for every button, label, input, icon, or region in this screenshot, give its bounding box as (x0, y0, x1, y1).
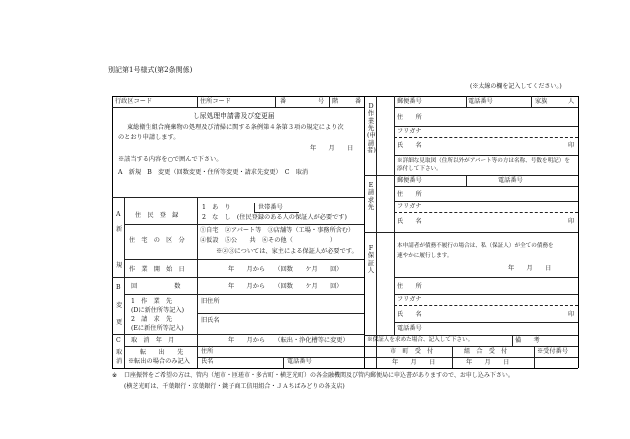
start-date-value: 年 月から （回数 ケ月 回） (228, 266, 343, 273)
e-name: 氏 名 (397, 218, 422, 225)
application-type-options: A 新規 B 変更（回数変更・住所等変更・請求先変更） C 取消 (118, 169, 309, 176)
divider (364, 346, 578, 347)
side-label-c: C (116, 337, 121, 344)
divider (394, 155, 578, 156)
room-label: 番 (355, 98, 362, 105)
e-phone: 電話番号 (498, 177, 523, 184)
d-people: 人 (568, 98, 575, 105)
divider (466, 96, 467, 107)
application-title: し尿処理申請書及び変更届 (193, 112, 275, 120)
divider (197, 313, 364, 314)
divider (275, 96, 276, 107)
move-sub: ※転出の場合のみ記入 (128, 358, 190, 365)
d-family: 家族 (535, 98, 548, 105)
housing-label: 住 宅 の 区 分 (129, 237, 185, 244)
divider (466, 175, 467, 186)
footer-mark: ※ (112, 372, 118, 379)
cancel-label: 取 消 年 月 (131, 337, 175, 344)
divider (254, 203, 255, 212)
form-number: 別記第1号様式(第2条関係) (108, 66, 193, 74)
e-address: 住 所 (397, 191, 422, 198)
union-receipt-date: 年 月 日 (466, 359, 510, 366)
go-label: 号 (318, 98, 325, 105)
footer-line-1: 口座振替をご希望の方は、管内（旭市・匝瑳市・多古町・横芝光町）の各金融機関及び管内郵便局に申込書がありますので、お申し込み下さい。 (124, 372, 514, 379)
divider (394, 294, 578, 295)
side-label-update: 更 (116, 319, 123, 326)
code-row-line (112, 107, 364, 108)
divider (394, 107, 578, 108)
frame-bottom (112, 368, 578, 369)
divider (254, 212, 299, 213)
divider (283, 357, 284, 368)
divider (124, 224, 364, 225)
divider (364, 335, 578, 336)
resident-opt2: 2 な し (住民登録のある人の保証人が必要です) (202, 214, 347, 221)
frame-top (112, 96, 578, 97)
divider (394, 137, 578, 138)
divider (197, 96, 198, 107)
divider (112, 197, 364, 198)
ban-label: 番 (280, 98, 287, 105)
divider (124, 346, 364, 347)
divider (531, 96, 532, 107)
side-label-dis: 消 (116, 358, 123, 365)
divider (394, 126, 578, 127)
d-furigana: フリガナ (397, 128, 422, 135)
footer-line-2: (横芝光町は、千葉銀行・京葉銀行・銚子商工信用組合・ＪＡちばみどりの各支店) (124, 383, 345, 390)
f-address: 住 所 (397, 283, 422, 290)
count-value: 年 月から （回数 ケ月 回） (228, 283, 343, 290)
frame-right (578, 96, 579, 368)
city-receipt: 市 町 受 付 (390, 348, 434, 355)
section-d-label: D作業先(申請者) (367, 102, 376, 155)
side-label-cancel: 取 (116, 349, 123, 356)
move-phone: 電話番号 (287, 358, 312, 365)
side-label-b: B (116, 284, 121, 291)
work-place-label: 1 作 業 先 (131, 298, 173, 305)
housing-opts-1: ①自宅 ②アパート等 ③店舗等（工場・事務所含む） (200, 227, 355, 234)
side-label-reg: 規 (116, 262, 123, 269)
divider (394, 305, 578, 306)
d-seal: 印 (568, 142, 575, 149)
receipt-number: ※受付番号 (537, 348, 568, 355)
section-e-label: E請求先 (367, 181, 375, 212)
city-receipt-date: 年 月 日 (392, 359, 436, 366)
d-phone: 電話番号 (468, 98, 493, 105)
divider (394, 212, 578, 213)
cancel-value: 年 月から （転出・浄化槽等に変更） (228, 337, 349, 344)
e-seal: 印 (568, 218, 575, 225)
divider (124, 294, 364, 295)
f-statement-1: 本申請者が債務不履行の場合は、私（保証人）が全ての債務を (397, 243, 554, 249)
move-name: 氏名 (201, 358, 214, 365)
application-body-1: 東総衛生組合廃棄物の処理及び清掃に関する条例第４条第３項の規定により次 (127, 124, 344, 131)
application-date: 年 月 日 (310, 145, 354, 152)
divider (112, 277, 364, 278)
housing-note: ※②③については、家主による保証人が必要です。 (216, 248, 358, 255)
circle-instruction: ※該当する内容を○で囲んで下さい。 (118, 156, 223, 163)
start-date-label: 作 業 開 始 日 (129, 266, 185, 273)
divider (394, 186, 578, 187)
divider (394, 96, 395, 335)
old-name: 旧氏名 (201, 317, 220, 324)
move-address: 住所 (201, 348, 214, 355)
billing-sub: (Eに新住所等記入) (131, 325, 184, 332)
side-label-change: 変 (116, 302, 123, 309)
section-f-label: F保証人 (367, 244, 375, 275)
side-label-new: 新 (116, 226, 123, 233)
divider (112, 334, 364, 335)
ward-code-label: 行政区コード (115, 98, 153, 105)
divider (197, 197, 198, 368)
divider (512, 335, 513, 346)
f-name: 氏 名 (397, 311, 422, 318)
divider (364, 357, 578, 358)
old-address: 旧住所 (201, 298, 220, 305)
resident-opt1: 1 あ り (202, 204, 231, 211)
e-furigana: フリガナ (397, 203, 422, 210)
divider (364, 232, 578, 233)
e-postal: 郵便番号 (397, 177, 422, 184)
resident-label: 住 民 登 録 (135, 212, 179, 219)
f-phone: 電話番号 (397, 325, 422, 332)
instruction-note: (※太線の欄を記入してください。) (470, 83, 562, 90)
divider (394, 322, 578, 323)
divider (124, 197, 125, 368)
household-number: 世帯番号 (258, 204, 283, 211)
d-postal: 郵便番号 (397, 98, 422, 105)
divider (197, 357, 364, 358)
divider (394, 277, 578, 278)
move-label: 転 出 先 (140, 349, 184, 356)
divider (364, 175, 578, 176)
application-body-2: のとおり申請します。 (118, 134, 180, 141)
housing-opts-2: ④仮設 ⑤公 共 ⑥その他（ ） (200, 237, 337, 244)
divider (394, 201, 578, 202)
d-address: 住 所 (397, 114, 422, 121)
union-receipt: 組 合 受 付 (464, 348, 508, 355)
d-detail-note: ※詳細な見取図（住所以外がアパート等の方は名称、号数を明記）を添付して下さい。 (397, 158, 570, 172)
count-label: 回 数 (131, 283, 181, 290)
billing-label: 2 請 求 先 (131, 316, 173, 323)
divider (124, 259, 364, 260)
side-label-a: A (116, 211, 121, 218)
work-place-sub: (Dに新住所等記入) (131, 307, 185, 314)
divider (329, 96, 330, 107)
frame-left (112, 96, 113, 368)
address-code-label: 住所コード (200, 98, 231, 105)
f-date: 年 月 日 (508, 265, 552, 272)
d-name: 氏 名 (397, 142, 422, 149)
remarks-label: 備 考 (515, 337, 540, 344)
f-statement-2: 速やかに履行します。 (397, 253, 453, 259)
f-seal: 印 (568, 311, 575, 318)
f-note: ※保証人を求めた場合、記入して下さい。 (367, 337, 474, 343)
f-furigana: フリガナ (397, 296, 422, 303)
floor-label: 階 (332, 98, 339, 105)
